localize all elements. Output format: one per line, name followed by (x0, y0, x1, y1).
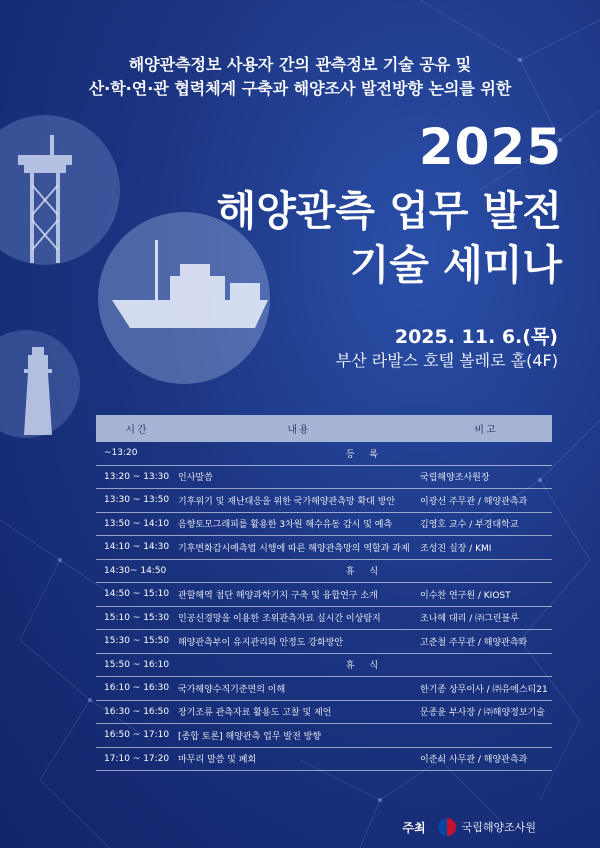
table-row (96, 700, 552, 724)
ship-icon (110, 238, 270, 338)
header-content: 내용 (178, 415, 420, 442)
table-row (96, 747, 552, 771)
row-note: 김영호 교수 / 부경대학교 (420, 512, 552, 536)
row-note (420, 724, 552, 748)
title-line-2: 기술 세미나 (349, 241, 562, 289)
taegeuk-emblem-icon (438, 818, 456, 836)
row-time: 16:50 ~ 17:10 (96, 724, 178, 748)
title-year: 2025 (418, 118, 562, 176)
event-venue: 부산 라발스 호텔 볼레로 홀(4F) (335, 351, 558, 370)
platform-icon (10, 125, 80, 265)
row-time: 15:30 ~ 15:50 (96, 630, 178, 654)
table-row (96, 512, 552, 536)
row-content: 국가해양수직기준면의 이해 (178, 677, 420, 701)
row-note: 국립해양조사원장 (420, 465, 552, 489)
row-content: 휴 식 (178, 653, 552, 677)
table-row (96, 465, 552, 489)
row-content: 관할해역 첨단 해양과학기지 구축 및 융합연구 소개 (178, 583, 420, 607)
table-header-row (96, 415, 552, 442)
row-content: 해양관측부이 유지관리와 안정도 강화방안 (178, 630, 420, 654)
host-label: 주최 (402, 820, 426, 835)
row-note: 이준식 사무관 / 해양관측과 (420, 747, 552, 771)
row-note: 한기종 상무이사 / ㈜유에스티21 (420, 677, 552, 701)
subtitle-line-2: 산·학·연·관 협력체계 구축과 해양조사 발전방향 논의를 위한 (88, 79, 512, 98)
subtitle-line-1: 해양관측정보 사용자 간의 관측정보 기술 공유 및 (128, 55, 472, 74)
row-content: 휴 식 (178, 559, 552, 583)
row-time: 15:50 ~ 16:10 (96, 653, 178, 677)
row-note: 이광선 주무관 / 해양관측과 (420, 489, 552, 513)
table-row (96, 653, 552, 677)
row-note: 조나혜 대리 / ㈜그린블루 (420, 606, 552, 630)
table-row (96, 536, 552, 560)
header-time: 시간 (96, 415, 178, 442)
table-row (96, 442, 552, 465)
row-time: ~13:20 (96, 442, 178, 465)
row-content: 기후위기 및 재난대응을 위한 국가해양관측망 확대 방안 (178, 489, 420, 513)
header-note: 비고 (420, 415, 552, 442)
row-content: 기후변화감시예측법 시행에 따른 해양관측망의 역할과 과제 (178, 536, 420, 560)
title-line-1: 해양관측 업무 발전 (216, 187, 562, 235)
row-time: 14:10 ~ 14:30 (96, 536, 178, 560)
event-date: 2025. 11. 6.(목) (394, 326, 558, 348)
row-content: [종합 토론] 해양관측 업무 발전 방향 (178, 724, 420, 748)
row-note: 이수찬 연구원 / KIOST (420, 583, 552, 607)
table-row (96, 677, 552, 701)
schedule-table (96, 415, 552, 771)
row-content: 인공신경망을 이용한 조위관측자료 실시간 이상탐지 (178, 606, 420, 630)
row-time: 17:10 ~ 17:20 (96, 747, 178, 771)
row-note: 조성진 실장 / KMI (420, 536, 552, 560)
row-content: 음향토모그래피를 활용한 3차원 해수유동 감시 및 예측 (178, 512, 420, 536)
row-time: 14:30~ 14:50 (96, 559, 178, 583)
host-footer (402, 818, 536, 836)
table-row (96, 489, 552, 513)
row-time: 15:10 ~ 15:30 (96, 606, 178, 630)
lighthouse-icon (18, 345, 58, 435)
row-content: 마무리 말씀 및 폐회 (178, 747, 420, 771)
table-row (96, 559, 552, 583)
row-time: 16:30 ~ 16:50 (96, 700, 178, 724)
row-content: 인사말씀 (178, 465, 420, 489)
row-content: 장기조류 관측자료 활용도 고찰 및 제언 (178, 700, 420, 724)
row-time: 14:50 ~ 15:10 (96, 583, 178, 607)
row-time: 13:50 ~ 14:10 (96, 512, 178, 536)
row-time: 13:30 ~ 13:50 (96, 489, 178, 513)
row-time: 13:20 ~ 13:30 (96, 465, 178, 489)
row-content: 등 록 (178, 442, 552, 465)
table-row (96, 630, 552, 654)
host-org: 국립해양조사원 (461, 821, 536, 834)
table-row (96, 583, 552, 607)
row-note: 문종윤 부사장 / ㈜해양정보기술 (420, 700, 552, 724)
table-row (96, 724, 552, 748)
row-note: 고준철 주무관 / 해양관측과 (420, 630, 552, 654)
table-row (96, 606, 552, 630)
row-time: 16:10 ~ 16:30 (96, 677, 178, 701)
